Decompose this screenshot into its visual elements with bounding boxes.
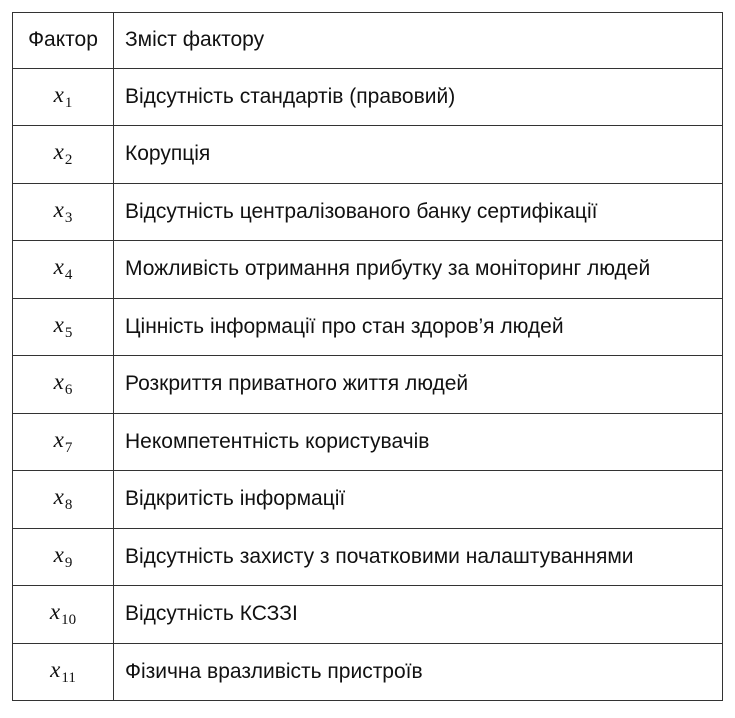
factor-description: Некомпетентність користувачів bbox=[114, 413, 723, 471]
factor-variable: x bbox=[53, 196, 64, 222]
factor-description: Розкриття приватного життя людей bbox=[114, 356, 723, 414]
factor-description: Відкритість інформації bbox=[114, 471, 723, 529]
factor-subscript: 3 bbox=[64, 209, 73, 226]
factor-subscript: 10 bbox=[61, 612, 77, 629]
table-row bbox=[13, 643, 723, 701]
factor-subscript: 11 bbox=[61, 669, 76, 686]
factor-subscript: 1 bbox=[64, 94, 73, 111]
factor-subscript: 8 bbox=[64, 497, 73, 514]
header-content: Зміст фактору bbox=[114, 13, 723, 69]
factor-variable: x bbox=[53, 81, 64, 107]
factor-description: Відсутність захисту з початковими налаштуваннями bbox=[114, 528, 723, 586]
table-row bbox=[13, 413, 723, 471]
factor-subscript: 2 bbox=[64, 152, 73, 169]
table-row bbox=[13, 68, 723, 126]
factor-cell bbox=[13, 643, 114, 701]
table-row bbox=[13, 298, 723, 356]
table-row bbox=[13, 126, 723, 184]
factor-variable: x bbox=[53, 484, 64, 510]
factor-subscript: 9 bbox=[64, 554, 73, 571]
factor-description: Відсутність централізованого банку сертифікації bbox=[114, 183, 723, 241]
factor-description: Можливість отримання прибутку за моніторинг людей bbox=[114, 241, 723, 299]
factor-variable: x bbox=[53, 254, 64, 280]
factor-cell bbox=[13, 413, 114, 471]
factor-cell bbox=[13, 183, 114, 241]
factor-description: Відсутність КСЗЗІ bbox=[114, 586, 723, 644]
factor-cell bbox=[13, 298, 114, 356]
factor-table bbox=[12, 12, 723, 701]
table-row bbox=[13, 356, 723, 414]
factor-variable: x bbox=[53, 426, 64, 452]
factor-cell bbox=[13, 126, 114, 184]
factor-cell bbox=[13, 68, 114, 126]
table-header-row bbox=[13, 13, 723, 69]
table-row bbox=[13, 183, 723, 241]
factor-description: Фізична вразливість пристроїв bbox=[114, 643, 723, 701]
factor-subscript: 5 bbox=[64, 324, 73, 341]
factor-subscript: 6 bbox=[64, 382, 73, 399]
factor-cell bbox=[13, 471, 114, 529]
factor-description: Цінність інформації про стан здоров’я людей bbox=[114, 298, 723, 356]
table-row bbox=[13, 241, 723, 299]
factor-variable: x bbox=[53, 139, 64, 165]
factor-variable: x bbox=[53, 541, 64, 567]
header-factor: Фактор bbox=[13, 13, 114, 69]
factor-variable: x bbox=[53, 369, 64, 395]
table-row bbox=[13, 471, 723, 529]
table-row bbox=[13, 586, 723, 644]
factor-subscript: 4 bbox=[64, 267, 73, 284]
factor-table-body bbox=[13, 13, 723, 701]
factor-cell bbox=[13, 241, 114, 299]
factor-cell bbox=[13, 356, 114, 414]
table-row bbox=[13, 528, 723, 586]
factor-cell bbox=[13, 586, 114, 644]
factor-description: Відсутність стандартів (правовий) bbox=[114, 68, 723, 126]
factor-subscript: 7 bbox=[64, 439, 73, 456]
factor-variable: x bbox=[50, 656, 61, 682]
factor-variable: x bbox=[53, 311, 64, 337]
factor-variable: x bbox=[49, 599, 61, 625]
factor-description: Корупція bbox=[114, 126, 723, 184]
factor-cell bbox=[13, 528, 114, 586]
